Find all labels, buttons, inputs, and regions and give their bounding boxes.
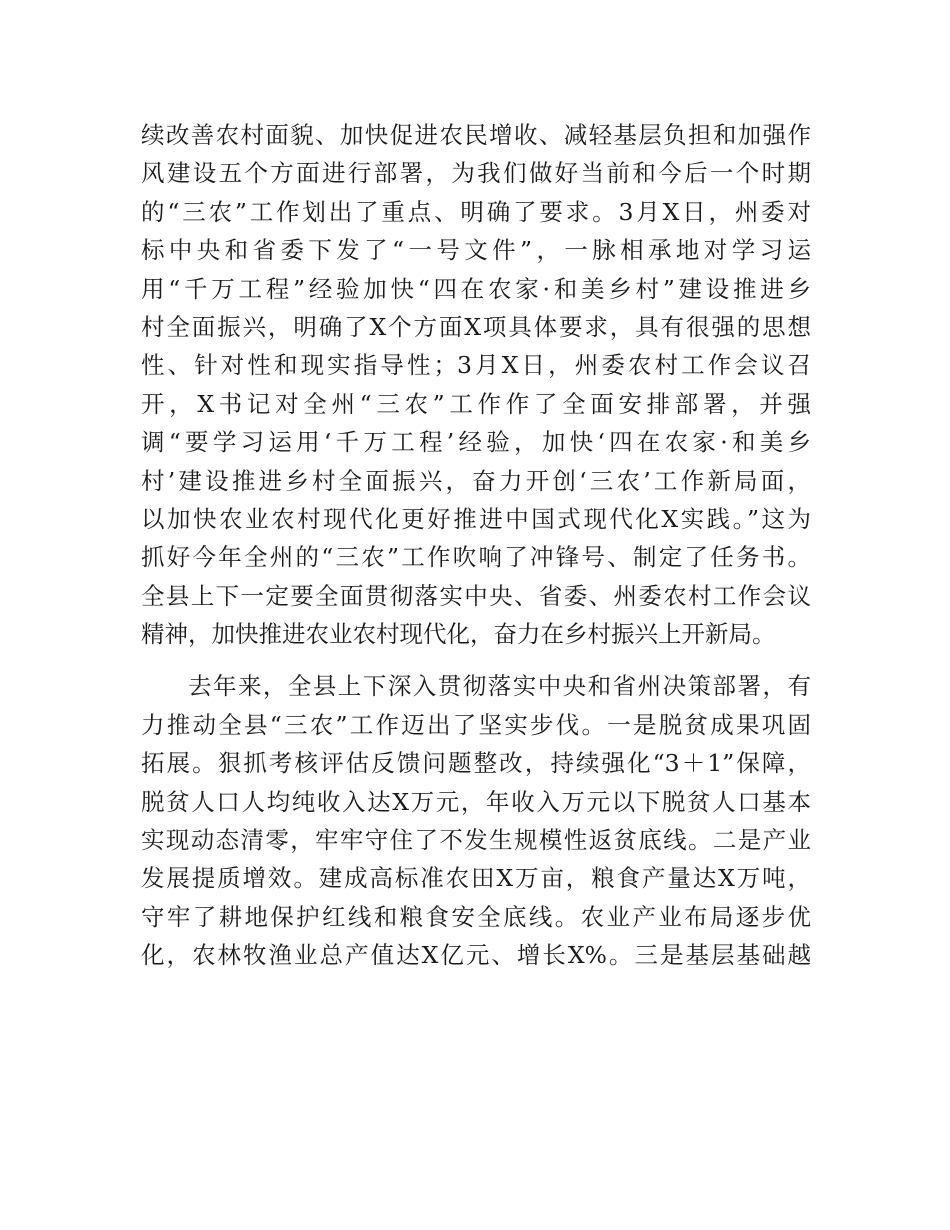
text-line: 性、针对性和现实指导性；3月X日，州委农村工作会议召: [141, 351, 811, 380]
text-line: 标中央和省委下发了“一号文件”，一脉相承地对学习运: [141, 236, 811, 265]
text-line: 去年来，全县上下深入贯彻落实中央和省州决策部署，有: [188, 672, 811, 701]
text-line: 用“千万工程”经验加快“四在农家·和美乡村”建设推进乡: [141, 274, 811, 303]
text-line: 守牢了耕地保护红线和粮食安全底线。农业产业布局逐步优: [141, 902, 811, 931]
text-line: 续改善农村面貌、加快促进农民增收、减轻基层负担和加强作: [141, 121, 811, 149]
text-line: 实现动态清零，牢牢守住了不发生规模性返贫底线。二是产业: [141, 826, 811, 855]
text-line: 的“三农”工作划出了重点、明确了要求。3月X日，州委对: [141, 197, 811, 226]
text-line: 调“要学习运用‘千万工程’经验，加快‘四在农家·和美乡: [141, 428, 811, 457]
paragraph-gap: [141, 653, 811, 667]
text-line: 抓好今年全州的“三农”工作吹响了冲锋号、制定了任务书。: [141, 543, 811, 572]
text-line: 化，农林牧渔业总产值达X亿元、增长X%。三是基层基础越: [141, 941, 811, 970]
text-line: 风建设五个方面进行部署，为我们做好当前和今后一个时期: [141, 159, 811, 188]
text-line: 精神，加快推进农业农村现代化，奋力在乡村振兴上开新局。: [141, 620, 776, 649]
text-line: 力推动全县“三农”工作迈出了坚实步伐。一是脱贫成果巩固: [141, 710, 811, 739]
text-line: 村全面振兴，明确了X个方面X项具体要求，具有很强的思想: [141, 312, 811, 341]
document-body: [141, 116, 811, 975]
text-line: 开，X书记对全州“三农”工作作了全面安排部署，并强: [141, 389, 811, 418]
text-line: 发展提质增效。建成高标准农田X万亩，粮食产量达X万吨，: [141, 864, 811, 893]
paragraph-1: [141, 116, 811, 653]
text-line: 拓展。狠抓考核评估反馈问题整改，持续强化“3＋1”保障，: [141, 749, 811, 778]
text-line: 全县上下一定要全面贯彻落实中央、省委、州委农村工作会议: [141, 581, 811, 610]
text-line: 村’建设推进乡村全面振兴，奋力开创‘三农’工作新局面，: [141, 466, 811, 495]
text-line: 脱贫人口人均纯收入达X万元，年收入万元以下脱贫人口基本: [141, 787, 811, 816]
text-line: 以加快农业农村现代化更好推进中国式现代化X实践。”这为: [141, 504, 811, 533]
paragraph-2: [141, 667, 811, 974]
